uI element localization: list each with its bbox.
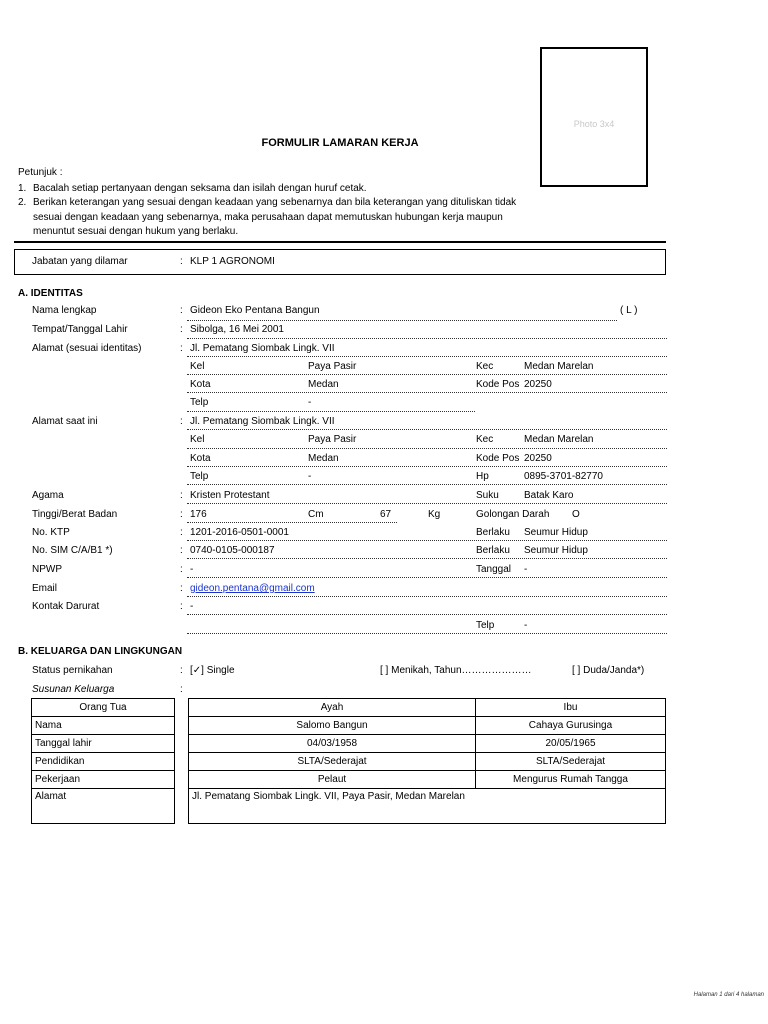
dotted-line: [187, 374, 667, 375]
ibu-tanggal-lahir[interactable]: 20/05/1965: [476, 735, 666, 753]
dotted-line: [187, 577, 667, 578]
tanggal-label: Tanggal: [476, 564, 512, 575]
sim-berlaku-value[interactable]: Seumur Hidup: [524, 545, 588, 556]
kel-label: Kel: [190, 361, 205, 372]
colon: :: [180, 684, 183, 695]
kota-value[interactable]: Medan: [308, 379, 339, 390]
colon: :: [180, 527, 183, 538]
sim-label: No. SIM C/A/B1 *): [32, 545, 113, 556]
kontak-value[interactable]: -: [190, 601, 194, 612]
colon: :: [180, 564, 183, 575]
family-label-table: [31, 698, 175, 824]
telp-value[interactable]: -: [308, 397, 312, 408]
susunan-label: Susunan Keluarga: [32, 684, 115, 695]
kec-value[interactable]: Medan Marelan: [524, 361, 594, 372]
telp-label: Telp: [190, 397, 209, 408]
row-label: Tanggal lahir: [32, 735, 175, 753]
row-label: Pendidikan: [32, 753, 175, 771]
nama-label: Nama lengkap: [32, 305, 97, 316]
kec-value[interactable]: Medan Marelan: [524, 434, 594, 445]
ttl-value[interactable]: Sibolga, 16 Mei 2001: [190, 324, 284, 335]
colon: :: [180, 490, 183, 501]
table-row: [189, 699, 666, 717]
alamat-id-label: Alamat (sesuai identitas): [32, 343, 142, 354]
hp-value[interactable]: 0895-3701-82770: [524, 471, 603, 482]
telp-label: Telp: [190, 471, 209, 482]
header-ibu: Ibu: [476, 699, 666, 717]
kec-label: Kec: [476, 434, 494, 445]
gender-value: ( L ): [620, 305, 638, 316]
suku-label: Suku: [476, 490, 499, 501]
colon: :: [180, 305, 183, 316]
jabatan-label: Jabatan yang dilamar: [32, 256, 128, 267]
ktp-berlaku-value[interactable]: Seumur Hidup: [524, 527, 588, 538]
ayah-tanggal-lahir[interactable]: 04/03/1958: [189, 735, 476, 753]
kel-value[interactable]: Paya Pasir: [308, 434, 357, 445]
kota-label: Kota: [190, 379, 211, 390]
colon: :: [180, 665, 183, 676]
header-orang-tua: Orang Tua: [32, 699, 175, 717]
agama-value[interactable]: Kristen Protestant: [190, 490, 270, 501]
cm-unit: Cm: [308, 509, 324, 520]
table-row: [189, 789, 666, 824]
jabatan-value[interactable]: KLP 1 AGRONOMI: [190, 256, 275, 267]
agama-label: Agama: [32, 490, 64, 501]
petunjuk-label: Petunjuk :: [18, 167, 63, 178]
section-a-heading: A. IDENTITAS: [18, 288, 83, 299]
ktp-label: No. KTP: [32, 527, 70, 538]
alamat-id-value[interactable]: Jl. Pematang Siombak Lingk. VII: [190, 343, 335, 354]
colon: :: [180, 343, 183, 354]
email-label: Email: [32, 583, 58, 594]
ktp-berlaku-label: Berlaku: [476, 527, 510, 538]
divider: [14, 241, 666, 243]
row-label-alamat: Alamat: [32, 789, 175, 824]
status-single[interactable]: [✓] Single: [190, 665, 235, 676]
dotted-line: [187, 633, 667, 634]
ayah-pekerjaan[interactable]: Pelaut: [189, 771, 476, 789]
kota-label: Kota: [190, 453, 211, 464]
colon: :: [180, 545, 183, 556]
sim-value[interactable]: 0740-0105-000187: [190, 545, 275, 556]
petunjuk-text-2b: sesuai dengan keadaan yang sebenarnya, maka perusahaan dapat memutuskan hubungan kerja maupun: [33, 212, 503, 223]
page-footer: Halaman 1 dari 4 halaman: [693, 992, 764, 998]
colon: :: [180, 324, 183, 335]
email-link[interactable]: gideon.pentana@gmail.com: [190, 583, 315, 594]
kel-value[interactable]: Paya Pasir: [308, 361, 357, 372]
alamat-ortu[interactable]: Jl. Pematang Siombak Lingk. VII, Paya Pasir, Medan Marelan: [189, 789, 666, 824]
ktp-value[interactable]: 1201-2016-0501-0001: [190, 527, 289, 538]
colon: :: [180, 509, 183, 520]
tinggi-value[interactable]: 176: [190, 509, 207, 520]
table-row: [32, 771, 175, 789]
status-duda[interactable]: [ ] Duda/Janda*): [572, 665, 645, 676]
ayah-nama[interactable]: Salomo Bangun: [189, 717, 476, 735]
kel-label: Kel: [190, 434, 205, 445]
dotted-line: [187, 614, 667, 615]
dotted-line: [187, 522, 397, 523]
ibu-pekerjaan[interactable]: Mengurus Rumah Tangga: [476, 771, 666, 789]
berat-value[interactable]: 67: [380, 509, 392, 520]
sim-berlaku-label: Berlaku: [476, 545, 510, 556]
dotted-line: [187, 392, 667, 393]
colon: :: [180, 416, 183, 427]
colon: :: [180, 601, 183, 612]
hp-label: Hp: [476, 471, 489, 482]
kodepos-value[interactable]: 20250: [524, 379, 552, 390]
dotted-line: [187, 411, 475, 412]
petunjuk-num-2: 2.: [18, 197, 27, 208]
npwp-value[interactable]: -: [190, 564, 194, 575]
nama-value[interactable]: Gideon Eko Pentana Bangun: [190, 305, 320, 316]
table-row: [32, 717, 175, 735]
dotted-line: [187, 503, 667, 504]
dotted-line: [187, 448, 667, 449]
tinggi-label: Tinggi/Berat Badan: [32, 509, 118, 520]
section-b-heading: B. KELUARGA DAN LINGKUNGAN: [18, 646, 183, 657]
colon: :: [180, 583, 183, 594]
dotted-line: [187, 540, 667, 541]
form-title: FORMULIR LAMARAN KERJA: [261, 137, 419, 149]
jabatan-colon: :: [180, 256, 183, 267]
row-label: Nama: [32, 717, 175, 735]
suku-value[interactable]: Batak Karo: [524, 490, 574, 501]
table-row: [189, 771, 666, 789]
petunjuk-num-1: 1.: [18, 183, 27, 194]
table-row: [32, 735, 175, 753]
kec-label: Kec: [476, 361, 494, 372]
header-ayah: Ayah: [189, 699, 476, 717]
row-label: Pekerjaan: [32, 771, 175, 789]
photo-placeholder: [540, 47, 648, 187]
ibu-pendidikan[interactable]: SLTA/Sederajat: [476, 753, 666, 771]
kodepos-label: Kode Pos: [476, 453, 520, 464]
table-row: [189, 753, 666, 771]
alamat-kini-value[interactable]: Jl. Pematang Siombak Lingk. VII: [190, 416, 335, 427]
alamat-kini-label: Alamat saat ini: [32, 416, 98, 427]
dotted-line: [187, 484, 667, 485]
table-row: [32, 753, 175, 771]
npwp-label: NPWP: [32, 564, 62, 575]
telp-value[interactable]: -: [308, 471, 312, 482]
status-menikah[interactable]: [ ] Menikah, Tahun…………………: [380, 665, 532, 676]
goldar-value[interactable]: O: [572, 509, 580, 520]
kontak-telp-label: Telp: [476, 620, 495, 631]
family-data-table: [188, 698, 666, 824]
goldar-label: Golongan Darah: [476, 509, 550, 520]
table-row: [32, 699, 175, 717]
dotted-line: [187, 338, 667, 339]
dotted-line: [187, 429, 667, 430]
dotted-line: [187, 596, 667, 597]
table-row: [189, 717, 666, 735]
ayah-pendidikan[interactable]: SLTA/Sederajat: [189, 753, 476, 771]
petunjuk-text-2c: menuntut sesuai dengan hukum yang berlaku.: [33, 226, 239, 237]
photo-label: Photo 3x4: [573, 119, 615, 129]
table-row: [189, 735, 666, 753]
ttl-label: Tempat/Tanggal Lahir: [32, 324, 128, 335]
dotted-line: [187, 320, 617, 321]
kg-unit: Kg: [428, 509, 441, 520]
kontak-telp-value[interactable]: -: [524, 620, 528, 631]
kota-value[interactable]: Medan: [308, 453, 339, 464]
ibu-nama[interactable]: Cahaya Gurusinga: [476, 717, 666, 735]
dotted-line: [187, 356, 667, 357]
kodepos-label: Kode Pos: [476, 379, 520, 390]
kontak-label: Kontak Darurat: [32, 601, 100, 612]
kodepos-value[interactable]: 20250: [524, 453, 552, 464]
dotted-line: [187, 558, 667, 559]
dotted-line: [187, 466, 667, 467]
tanggal-value[interactable]: -: [524, 564, 528, 575]
petunjuk-text-1: Bacalah setiap pertanyaan dengan seksama dan isilah dengan huruf cetak.: [33, 183, 367, 194]
status-label: Status pernikahan: [32, 665, 113, 676]
petunjuk-text-2a: Berikan keterangan yang sesuai dengan keadaan yang sebenarnya dan bila keterangan yang dituliskan tidak: [33, 197, 517, 208]
table-row: [32, 789, 175, 824]
